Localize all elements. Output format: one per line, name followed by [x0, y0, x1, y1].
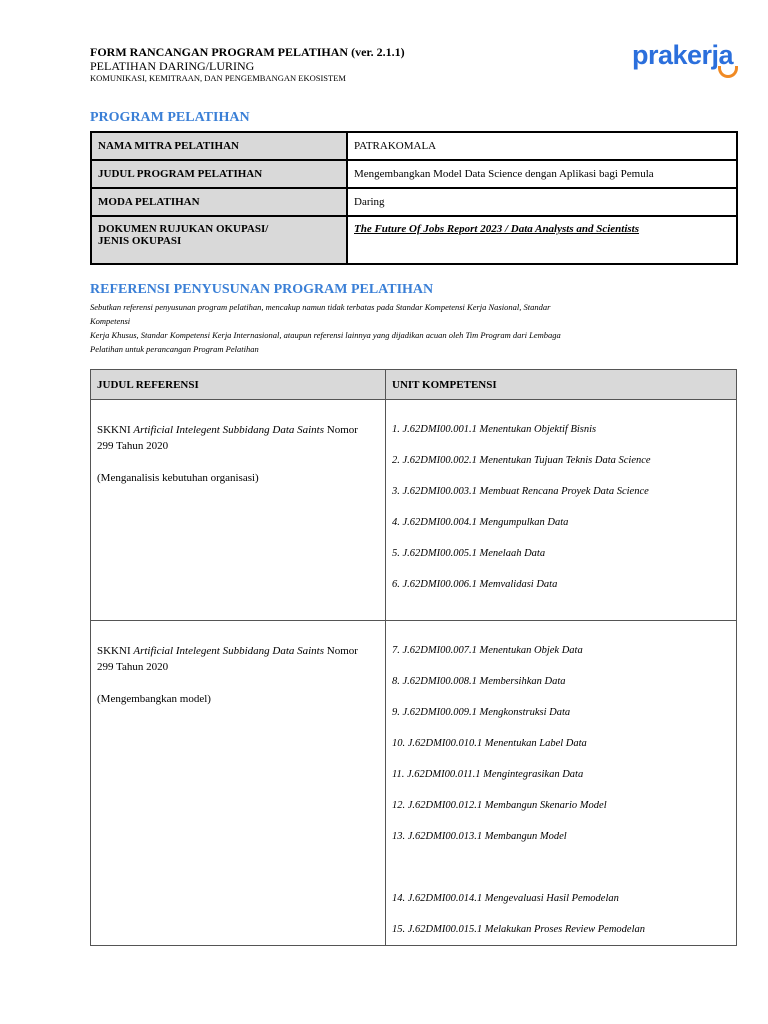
reference-cell [91, 400, 386, 621]
reference-prefix: SKKNI [97, 645, 134, 657]
unit-cell [386, 400, 737, 621]
reference-suffix: Nomor [324, 645, 358, 657]
reference-suffix: Nomor [324, 424, 358, 436]
unit-item: 4. J.62DMI00.004.1 Mengumpulkan Data [392, 517, 569, 528]
unit-item: 3. J.62DMI00.003.1 Membuat Rencana Proyek Data Science [392, 486, 649, 497]
unit-cell [386, 621, 737, 946]
unit-item: 13. J.62DMI00.013.1 Membangun Model [392, 831, 567, 842]
reference-title-line2: 299 Tahun 2020 [97, 661, 169, 673]
unit-item: 6. J.62DMI00.006.1 Memvalidasi Data [392, 579, 558, 590]
reference-cell [91, 621, 386, 946]
row-label-line: JENIS OKUPASI [98, 235, 182, 247]
table-header-row [91, 370, 737, 400]
form-title: FORM RANCANGAN PROGRAM PELATIHAN (ver. 2.1.1) [90, 45, 405, 59]
description-line: Sebutkan referensi penyusunan program pelatihan, mencakup namun tidak terbatas pada Standar Kompetensi Kerja Nasional, Standar [90, 302, 551, 312]
reference-title [97, 422, 379, 438]
logo-text: prakerja [632, 40, 734, 70]
reference-document-link[interactable]: The Future Of Jobs Report 2023 / Data Analysts and Scientists [354, 223, 640, 235]
referensi-description [90, 300, 690, 356]
row-label: NAMA MITRA PELATIHAN [91, 132, 347, 160]
referensi-section-title: REFERENSI PENYUSUNAN PROGRAM PELATIHAN [90, 282, 434, 297]
row-label: JUDUL PROGRAM PELATIHAN [91, 160, 347, 188]
description-line: Pelatihan untuk perancangan Program Pelatihan [90, 344, 259, 354]
description-line: Kerja Khusus, Standar Kompetensi Kerja Internasional, ataupun referensi lainnya yang dijadikan acuan oleh Tim Program dari Lembaga [90, 330, 561, 340]
unit-item: 5. J.62DMI00.005.1 Menelaah Data [392, 548, 546, 559]
reference-title [97, 643, 379, 659]
program-table [90, 131, 738, 265]
row-value [347, 216, 737, 264]
row-value: Daring [347, 188, 737, 216]
reference-title-italic: Artificial Intelegent Subbidang Data Saints [133, 645, 325, 657]
row-value: Mengembangkan Model Data Science dengan Aplikasi bagi Pemula [347, 160, 737, 188]
column-header: JUDUL REFERENSI [91, 370, 386, 400]
column-header: UNIT KOMPETENSI [386, 370, 737, 400]
unit-item: 9. J.62DMI00.009.1 Mengkonstruksi Data [392, 707, 571, 718]
unit-item: 8. J.62DMI00.008.1 Membersihkan Data [392, 676, 566, 687]
unit-item: 7. J.62DMI00.007.1 Menentukan Objek Data [392, 645, 583, 656]
table-row [91, 400, 737, 621]
row-label: MODA PELATIHAN [91, 188, 347, 216]
table-row [91, 188, 737, 216]
reference-note: (Mengembangkan model) [97, 693, 211, 705]
table-row [91, 132, 737, 160]
reference-title-line2: 299 Tahun 2020 [97, 440, 169, 452]
reference-prefix: SKKNI [97, 424, 134, 436]
description-line: Kompetensi [90, 316, 131, 326]
unit-item: 14. J.62DMI00.014.1 Mengevaluasi Hasil Pemodelan [392, 893, 619, 904]
unit-item: 12. J.62DMI00.012.1 Membangun Skenario Model [392, 800, 607, 811]
table-row [91, 621, 737, 946]
reference-note: (Menganalisis kebutuhan organisasi) [97, 472, 259, 484]
unit-item: 15. J.62DMI00.015.1 Melakukan Proses Review Pemodelan [392, 924, 645, 935]
unit-item: 1. J.62DMI00.001.1 Menentukan Objektif Bisnis [392, 424, 597, 435]
form-header [90, 45, 405, 84]
program-section-title: PROGRAM PELATIHAN [90, 110, 250, 125]
unit-item: 10. J.62DMI00.010.1 Menentukan Label Data [392, 738, 587, 749]
row-value: PATRAKOMALA [347, 132, 737, 160]
unit-item: 11. J.62DMI00.011.1 Mengintegrasikan Data [392, 769, 584, 780]
row-label [91, 216, 347, 264]
form-subtitle: PELATIHAN DARING/LURING [90, 59, 255, 73]
row-label-line: DOKUMEN RUJUKAN OKUPASI/ [98, 223, 269, 235]
form-department: KOMUNIKASI, KEMITRAAN, DAN PENGEMBANGAN EKOSISTEM [90, 73, 346, 83]
prakerja-logo [632, 40, 747, 80]
reference-title-italic: Artificial Intelegent Subbidang Data Saints [133, 424, 325, 436]
table-row [91, 160, 737, 188]
unit-item: 2. J.62DMI00.002.1 Menentukan Tujuan Teknis Data Science [392, 455, 651, 466]
logo-smile-icon [718, 66, 738, 78]
referensi-table [90, 369, 737, 946]
table-row [91, 216, 737, 264]
